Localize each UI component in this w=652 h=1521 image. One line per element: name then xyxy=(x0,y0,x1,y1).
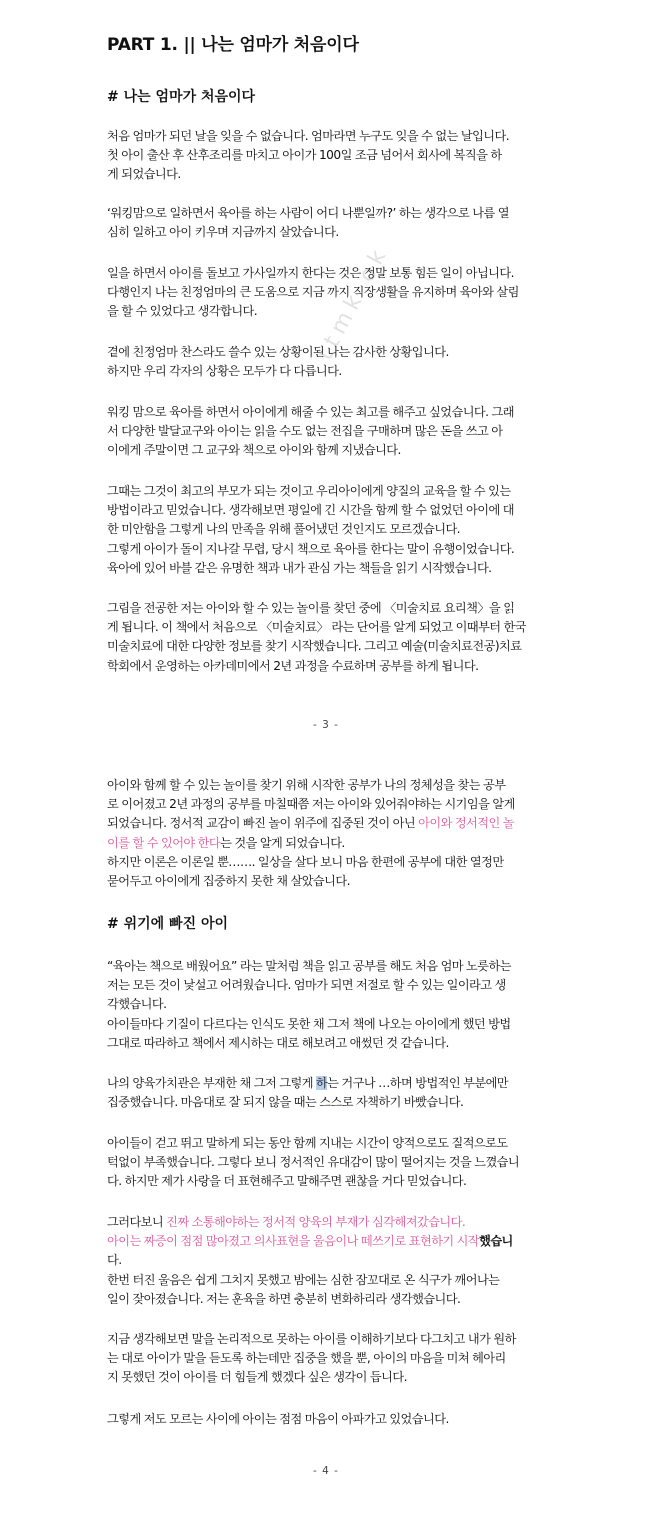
paragraph-11 xyxy=(107,1134,547,1192)
part-title-block xyxy=(107,33,547,57)
paragraph-6 xyxy=(107,482,547,578)
paragraph-14 xyxy=(107,1410,547,1429)
paragraph-3 xyxy=(107,264,547,322)
paragraph-text: “육아는 책으로 배웠어요” 라는 말처럼 책을 읽고 공부를 해도 처음 엄마 노릇하는 저는 모든 것이 낯설고 어려웠습니다. 엄마가 되면 저절로 할 수 있는 일이라고 생 각했습니다. 아이들마다 기질이 다르다는 인식도 못한 채 그저 책에 나오는 아이에게 했던 방법 그대로 따라하고 책에서 제시하는 대로 해보려고 애썼던 것 같습니다. xyxy=(107,959,511,1050)
paragraph-1 xyxy=(107,127,547,185)
paragraph-5 xyxy=(107,403,547,461)
paragraph-text: 그때는 그것이 최고의 부모가 되는 것이고 우리아이에게 양질의 교육을 할 수 있는 방법이라고 믿었습니다. 생각해보면 평일에 긴 시간을 함께 할 수 없었던 아이에 대 한 미안함을 그렇게 나의 만족을 위해 풀어냈던 것인지도 모르겠습니다. 그렇게 아이가 돌이 지나갈 무렵, 당시 책으로 육아를 한다는 말이 유행이었습니다. 육아에 있어 바블 같은 유명한 책과 내가 관심 가는 책들을 읽기 시작했습니다. xyxy=(107,484,515,575)
paragraph-text: 아이와 함께 할 수 있는 놀이를 찾기 위해 시작한 공부가 나의 정체성을 찾는 공부 로 이어졌고 2년 과정의 공부를 마칠때쯤 저는 아이와 있어줘야하는 시기임을 알게 되었습니다. 정서적 교감이 빠진 놀이 위주에 집중된 것이 아닌 아이와 정서적인 놀 이를 할 수 있어야 한다는 것을 알게 되었습니다. 하지만 이론은 이론일 뿐……. 일상을 살다 보니 마음 한편에 공부에 대한 열정만 묻어두고 아이에게 집중하지 못한 채 살았습니다. xyxy=(107,778,515,889)
paragraph-2 xyxy=(107,204,547,242)
emphasis-text: 이를 할 수 있어야 한다 xyxy=(107,835,221,850)
document-page-4 xyxy=(0,760,652,1521)
paragraph-text: ‘워킹맘으로 일하면서 육아를 하는 사람이 어디 나뿐일까?’ 하는 생각으로 나름 열 심히 일하고 아이 키우며 지금까지 살았습니다. xyxy=(107,206,509,240)
document-page-3 xyxy=(0,0,652,760)
emphasis-text: 아이와 정서적인 놀 xyxy=(418,816,514,831)
watermark: ttmk ok xyxy=(312,240,395,365)
paragraph-text: 처음 엄마가 되던 날을 잊을 수 없습니다. 엄마라면 누구도 잊을 수 없는 날입니다. 첫 아이 출산 후 산후조리를 마치고 아이가 100일 조금 넘어서 회사에 복직을 하 게 되었습니다. xyxy=(107,129,510,182)
section-title: # 위기에 빠진 아이 xyxy=(107,916,229,932)
paragraph-text: 그렇게 저도 모르는 사이에 아이는 점점 마음이 아파가고 있었습니다. xyxy=(107,1412,449,1426)
page-number: - 3 - xyxy=(313,719,339,731)
section-title-block xyxy=(107,87,547,107)
paragraph-text: 나의 양육가치관은 부재한 채 그저 그렇게 하는 거구나 …하며 방법적인 부분에만 집중했습니다. 마음대로 잘 되지 않을 때는 스스로 자책하기 바빴습니다. xyxy=(107,1076,509,1110)
paragraph-text: 그러다보니 진짜 소통해야하는 정서적 양육의 부재가 심각해져갔습니다. 아이는 짜증이 점점 많아졌고 의사표현을 울음이나 떼쓰기로 표현하기 시작했습니 다. 한번 터진 울음은 쉽게 그치지 못했고 밤에는 심한 잠꼬대로 온 식구가 깨어나는 일이 잦아졌습니다. 저는 훈육을 하면 충분히 변화하리라 생각했습니다. xyxy=(107,1215,513,1306)
part-title: PART 1. || 나는 엄마가 처음이다 xyxy=(107,35,359,55)
paragraph-4 xyxy=(107,343,547,381)
text-selection[interactable]: 하 xyxy=(315,1076,328,1090)
paragraph-text: 곁에 친정엄마 찬스라도 쓸수 있는 상황이된 나는 감사한 상황입니다. 하지만 우리 각자의 상황은 모두가 다 다릅니다. xyxy=(107,345,449,379)
paragraph-text: 워킹 맘으로 육아를 하면서 아이에게 해줄 수 있는 최고를 해주고 싶었습니다. 그래 서 다양한 발달교구와 아이는 읽을 수도 없는 전집을 구매하며 많은 돈을 쓰고 아 이에게 주말이면 그 교구와 책으로 아이와 함께 지냈습니다. xyxy=(107,405,514,458)
paragraph-text: 일을 하면서 아이를 돌보고 가사일까지 한다는 것은 정말 보통 힘든 일이 아닙니다. 다행인지 나는 친정엄마의 큰 도움으로 지금 까지 직장생활을 유지하며 육아와 살림 을 할 수 있었다고 생각합니다. xyxy=(107,266,519,319)
paragraph-9 xyxy=(107,957,547,1053)
paragraph-text: 아이들이 걷고 뛰고 말하게 되는 동안 함께 지내는 시간이 양적으로도 질적으로도 턱없이 부족했습니다. 그렇다 보니 정서적인 유대감이 많이 떨어지는 것을 느꼈습니 다. 하지만 제가 사랑을 더 표현해주고 말해주면 괜찮을 거다 믿었습니다. xyxy=(107,1136,520,1189)
paragraph-text: 지금 생각해보면 말을 논리적으로 못하는 아이를 이해하기보다 다그치고 내가 원하 는 대로 아이가 말을 듣도록 하는데만 집중을 했을 뿐, 아이의 마음을 미쳐 헤아리 지 못했던 것이 아이를 더 힘들게 했겠다 싶은 생각이 듭니다. xyxy=(107,1332,516,1385)
emphasis-text: 진짜 소통해야하는 정서적 양육의 부재가 심각해져갔습니다. xyxy=(166,1215,466,1229)
paragraph-7 xyxy=(107,599,547,676)
page-number: - 4 - xyxy=(313,1465,339,1477)
paragraph-12 xyxy=(107,1213,547,1309)
paragraph-text: 그림을 전공한 저는 아이와 할 수 있는 놀이를 찾던 중에 〈미술치료 요리책〉을 읽 게 됩니다. 이 책에서 처음으로 〈미술치료〉 라는 단어를 알게 되었고 이때부터 한국 미술치료에 대한 다양한 정보를 찾기 시작했습니다. 그리고 예술(미술치료전공)치료 학회에서 운영하는 아카데미에서 2년 과정을 수료하며 공부를 하게 됩니다. xyxy=(107,601,527,673)
paragraph-13 xyxy=(107,1330,547,1388)
paragraph-10 xyxy=(107,1074,547,1112)
section-title: # 나는 엄마가 처음이다 xyxy=(107,89,256,105)
section-title-block xyxy=(107,914,547,934)
paragraph-8 xyxy=(107,776,547,891)
emphasis-text: 아이는 짜증이 점점 많아졌고 의사표현을 울음이나 떼쓰기로 표현하기 시작 xyxy=(107,1234,480,1249)
